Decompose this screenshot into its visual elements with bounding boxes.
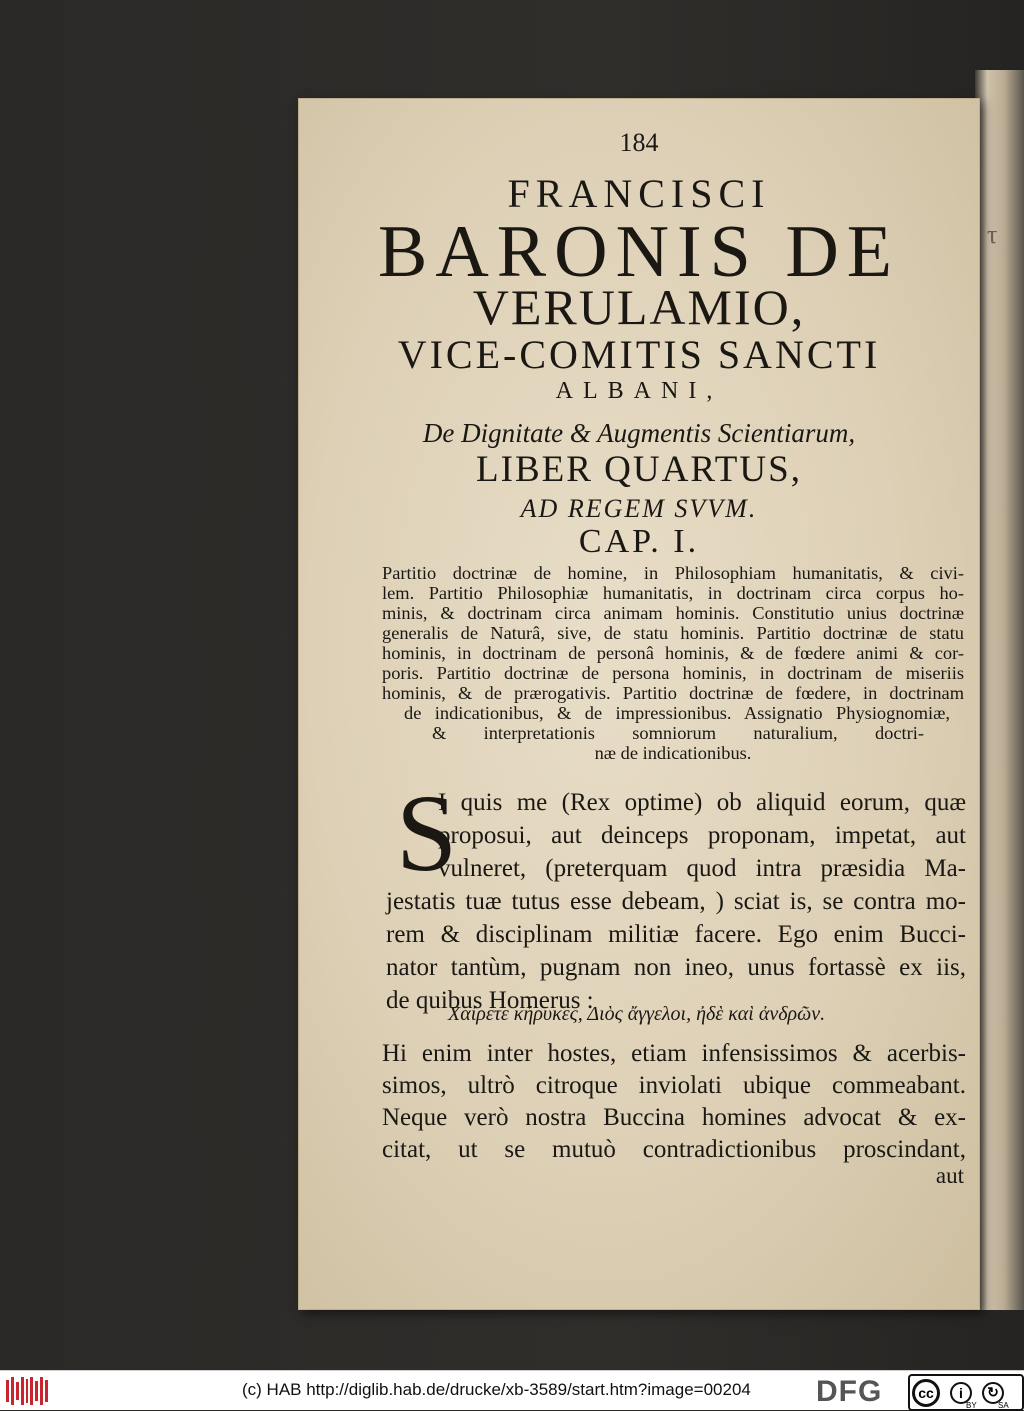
title-line-2: BARONIS DE (378, 211, 900, 293)
title-line-3: VERULAMIO, (472, 279, 806, 335)
work-subtitle: De Dignitate & Augmentis Scientiarum, (422, 418, 856, 448)
by-label: BY (966, 1401, 977, 1410)
body-line: Neque verò nostra Buccina homines advocat & ex- (382, 1104, 966, 1131)
sa-label: SA (998, 1401, 1009, 1410)
body-line: simos, ultrò citroque inviolati ubique commeabant. (382, 1072, 966, 1099)
summary-line: lem. Partitio Philosophiæ humanitatis, in doctrinam circa corpus ho- (382, 583, 964, 603)
viewer-footer (0, 1370, 1024, 1410)
body-line: citat, ut se mutuò contradictionibus proscindant, (382, 1136, 966, 1163)
copyright-citation-link[interactable]: (c) HAB http://diglib.hab.de/drucke/xb-3589/start.htm?image=00204 (242, 1380, 751, 1399)
body-line: proposui, aut deinceps proponam, impetat, aut (438, 822, 966, 849)
summary-line: generalis de Naturâ, sive, de statu hominis. Partitio doctrinæ de statu (382, 623, 964, 643)
summary-line: hominis, & de prærogativis. Partitio doctrinæ de fœdere, in doctrinam (382, 683, 964, 703)
dfg-logo[interactable]: DFG (816, 1375, 883, 1408)
chapter-summary (382, 563, 964, 763)
greek-quotation: Χαίρετε κήρυκες, Διὸς ἄγγελοι, ἠδὲ καὶ ἀνδρῶν. (448, 1003, 826, 1025)
book-heading: LIBER QUARTUS, (476, 449, 802, 490)
dedication: AD REGEM SVVM. (520, 494, 758, 523)
cc-license-badge[interactable] (908, 1374, 1024, 1411)
body-line: Hi enim inter hostes, etiam infensissimos & acerbis- (382, 1040, 966, 1067)
title-line-1: FRANCISCI (507, 171, 771, 216)
hab-logo-icon[interactable] (6, 1377, 48, 1405)
summary-line: poris. Partitio doctrinæ de persona hominis, in doctrinam de miseriis (382, 663, 964, 683)
title-line-4: VICE-COMITIS SANCTI (397, 332, 881, 377)
page-number: 184 (619, 128, 659, 157)
attribution-icon: i (950, 1382, 972, 1404)
body-text-continued (382, 1038, 966, 1166)
book-page (298, 98, 980, 1310)
drop-cap: S (396, 772, 458, 894)
share-alike-icon: ↻ (982, 1382, 1004, 1404)
title-line-5: ALBANI, (555, 378, 723, 404)
summary-line: & interpretationis somniorum naturalium, doctri- (432, 723, 924, 743)
body-line: jestatis tuæ tutus esse debeam, ) sciat is, se contra mo- (386, 888, 966, 915)
body-text (386, 786, 966, 1017)
summary-line: næ de indicationibus. (594, 743, 752, 763)
summary-line: hominis, in doctrinam de personâ hominis, & de fœdere animi & cor- (382, 643, 964, 663)
body-line: vulneret, (preterquam quod intra præsidia Ma- (438, 855, 966, 882)
body-line: de quibus Homerus : (386, 987, 594, 1014)
summary-line: Partitio doctrinæ de homine, in Philosophiam humanitatis, & civi- (382, 563, 964, 583)
next-page-edge: τ (975, 70, 1024, 1310)
summary-line: minis, & doctrinam circa animam hominis. Constitutio unius doctrinæ (382, 603, 964, 623)
summary-line: de indicationibus, & de impressionibus. Assignatio Physiognomiæ, (404, 703, 950, 723)
body-line: I quis me (Rex optime) ob aliquid eorum, quæ (438, 789, 966, 816)
body-line: nator tantùm, pugnam non ineo, unus fortassè ex iis, (386, 954, 966, 981)
catchword: aut (935, 1163, 964, 1188)
body-line: rem & disciplinam militiæ facere. Ego enim Bucci- (386, 921, 966, 948)
cc-icon: cc (912, 1379, 940, 1407)
chapter-heading: CAP. I. (578, 523, 700, 560)
